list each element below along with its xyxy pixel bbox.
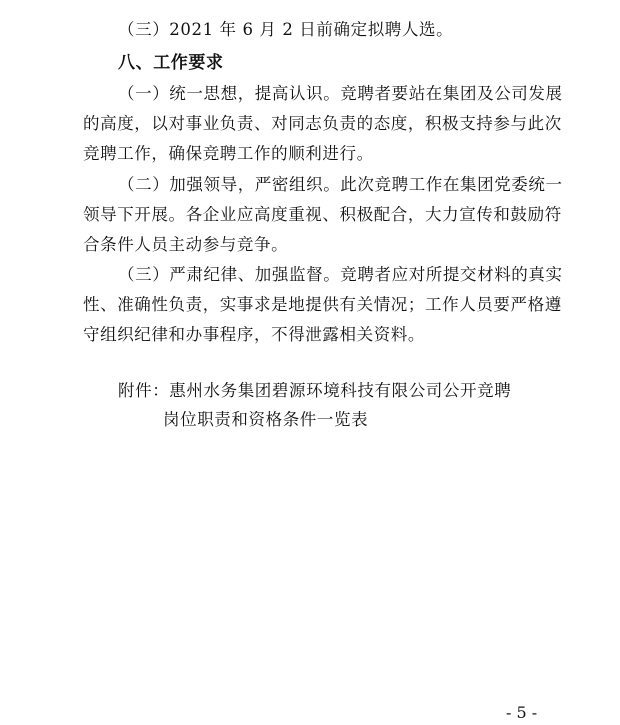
paragraph-line: 领导下开展。各企业应高度重视、积极配合，大力宣传和鼓励符 (83, 205, 562, 224)
paragraph-line: 合条件人员主动参与竞争。 (83, 235, 289, 254)
attachment-line-2: 岗位职责和资格条件一览表 (163, 410, 369, 429)
item-three-date: （三）2021 年 6 月 2 日前确定拟聘人选。 (118, 20, 454, 39)
attachment-line-1: 附件：惠州水务集团碧源环境科技有限公司公开竞聘 (118, 381, 512, 400)
paragraph-line: （一）统一思想，提高认识。竞聘者要站在集团及公司发展 (118, 84, 563, 103)
paragraph-line: 守组织纪律和办事程序，不得泄露相关资料。 (83, 325, 425, 344)
section-heading: 八、工作要求 (118, 53, 224, 73)
paragraph-line: 竞聘工作，确保竞聘工作的顺利进行。 (83, 144, 374, 163)
paragraph-line: 的高度，以对事业负责、对同志负责的态度，积极支持参与此次 (83, 114, 562, 133)
paragraph-line: （二）加强领导，严密组织。此次竞聘工作在集团党委统一 (118, 175, 563, 194)
paragraph-line: （三）严肃纪律、加强监督。竞聘者应对所提交材料的真实 (118, 265, 563, 284)
page-number: - 5 - (506, 703, 538, 722)
paragraph-line: 性、准确性负责，实事求是地提供有关情况；工作人员要严格遵 (83, 295, 562, 314)
